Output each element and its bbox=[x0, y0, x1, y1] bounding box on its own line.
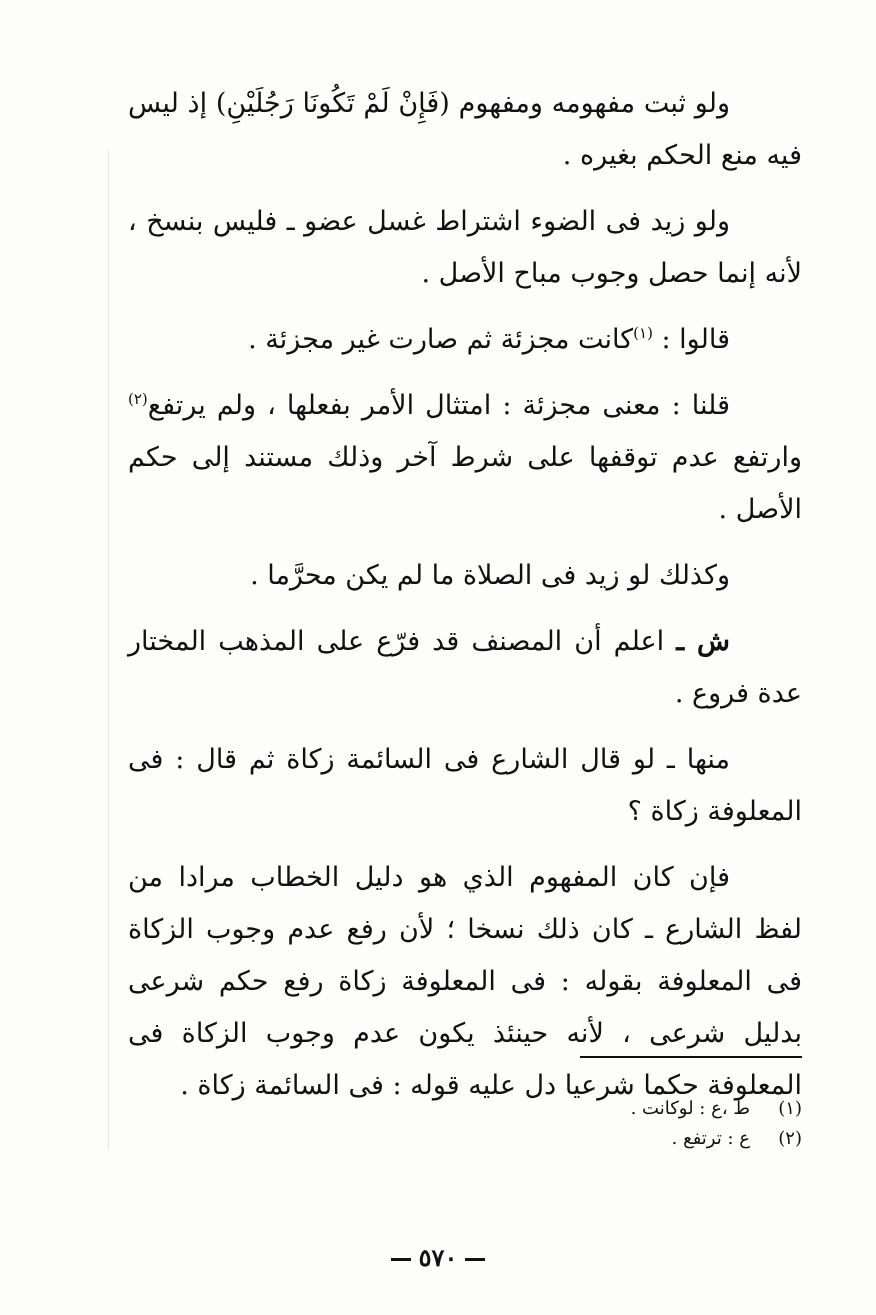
paragraph-3-after: كانت مجزئة ثم صارت غير مجزئة . bbox=[248, 324, 634, 355]
paragraph-1 bbox=[128, 78, 802, 182]
footnote-1-number: (١) bbox=[778, 1098, 802, 1119]
paragraph-7-text: منها ـ لو قال الشارع فى السائمة زكاة ثم قال : فى المعلوفة زكاة ؟ bbox=[128, 744, 802, 827]
page-number bbox=[0, 1243, 876, 1272]
page-number-dash-right bbox=[465, 1258, 485, 1261]
paragraph-4-after: وارتفع عدم توقفها على شرط آخر وذلك مستند إلى حكم الأصل . bbox=[128, 442, 802, 525]
footnote-2-number: (٢) bbox=[778, 1128, 802, 1149]
paragraph-5-text: وكذلك لو زيد فى الصلاة ما لم يكن محرَّما . bbox=[250, 560, 730, 591]
paragraph-2 bbox=[128, 196, 802, 300]
paragraph-6-lead: ش ـ bbox=[676, 626, 730, 657]
footnote-1 bbox=[302, 1094, 802, 1124]
footnote-2 bbox=[302, 1124, 802, 1154]
page-number-value: ٥٧٠ bbox=[418, 1243, 458, 1272]
paragraph-4 bbox=[128, 380, 802, 536]
paragraph-3 bbox=[128, 314, 802, 366]
footnotes bbox=[302, 1094, 802, 1154]
paragraph-6-text: اعلم أن المصنف قد فرّع على المذهب المختار عدة فروع . bbox=[128, 626, 802, 709]
paragraph-5 bbox=[128, 550, 802, 602]
paragraph-3-before: قالوا : bbox=[652, 324, 730, 355]
paragraph-7 bbox=[128, 734, 802, 838]
paragraph-8-text: فإن كان المفهوم الذي هو دليل الخطاب مرادا من لفظ الشارع ـ كان ذلك نسخا ؛ لأن رفع عدم وجوب الزكاة فى المعلوفة بقوله : فى المعلوفة زكاة رفع حكم شرعى بدليل شرعى ، لأنه حينئذ يكون عدم وجوب الزكاة فى المعلوفة حكما شرعيا دل عليه قوله : فى السائمة زكاة . bbox=[128, 862, 802, 1101]
paragraph-1-text: ولو ثبت مفهومه ومفهوم (فَإِنْ لَمْ تَكُونَا رَجُلَيْنِ) إذ ليس فيه منع الحكم بغيره . bbox=[128, 88, 802, 171]
paragraph-6 bbox=[128, 616, 802, 720]
scan-edge-mark bbox=[108, 150, 109, 1150]
footnote-1-text: ط ،ع : لوكانت . bbox=[630, 1098, 750, 1119]
page-number-dash-left bbox=[391, 1258, 411, 1261]
footnote-2-text: ع : ترتفع . bbox=[671, 1128, 750, 1149]
paragraph-2-text: ولو زيد فى الضوء اشتراط غسل عضو ـ فليس بنسخ ، لأنه إنما حصل وجوب مباح الأصل . bbox=[128, 206, 802, 289]
footnote-marker-2: (٢) bbox=[128, 390, 148, 408]
footnote-divider bbox=[580, 1056, 802, 1058]
paragraph-4-before: قلنا : معنى مجزئة : امتثال الأمر بفعلها ، ولم يرتفع bbox=[147, 390, 730, 421]
footnote-marker-1: (١) bbox=[633, 324, 653, 342]
main-text bbox=[128, 78, 802, 1126]
paragraph-8 bbox=[128, 852, 802, 1112]
